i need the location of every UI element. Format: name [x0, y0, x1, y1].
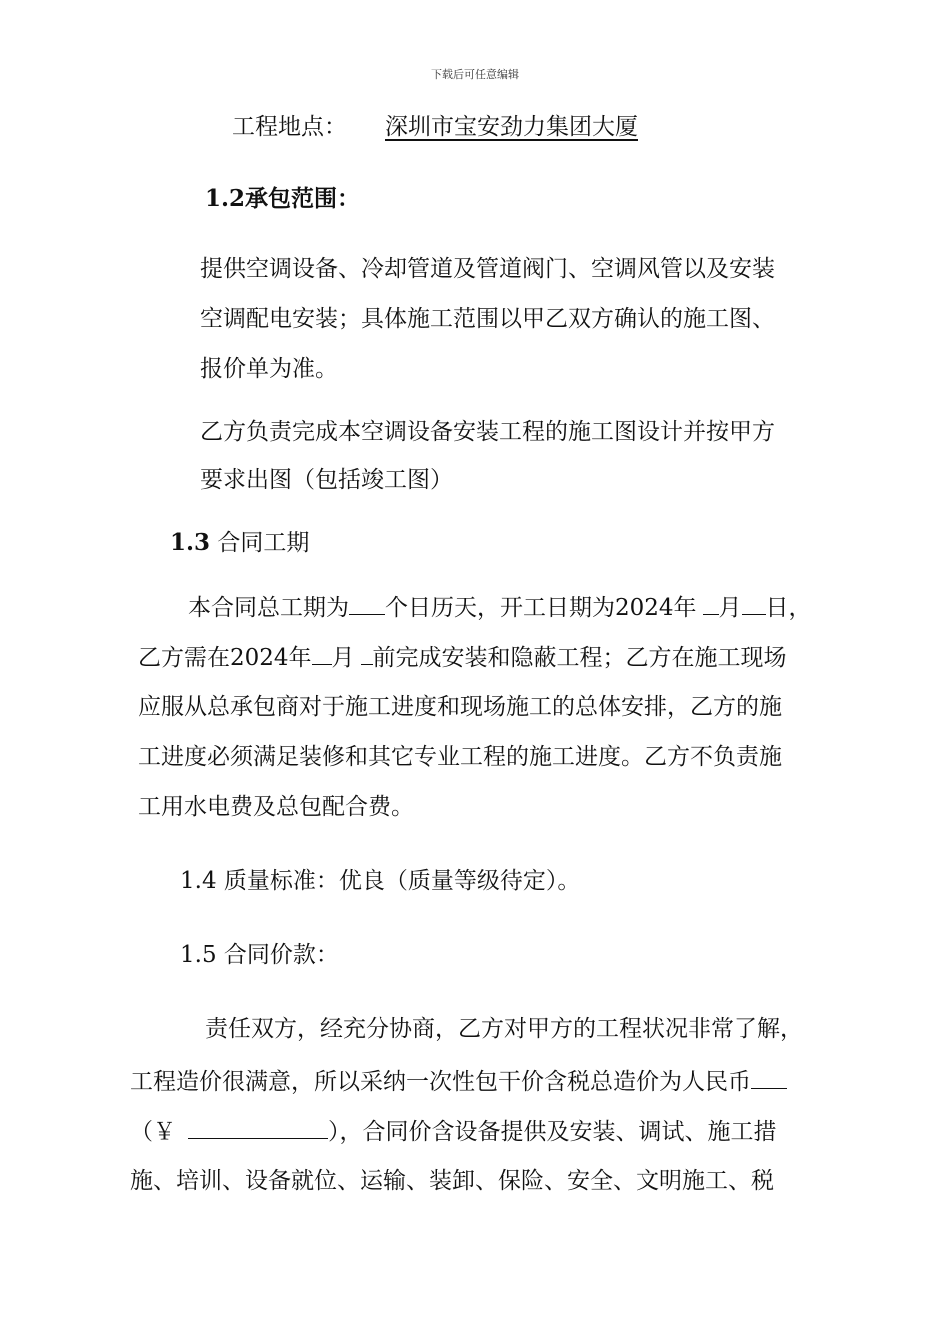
location-row [232, 112, 347, 142]
start-day-blank [742, 592, 766, 615]
price-line-4: 施、培训、设备就位、运输、装卸、保险、安全、文明施工、税 [130, 1168, 774, 1194]
price-text-b: （￥ [130, 1119, 176, 1145]
price-text-a: 工程造价很满意，所以采纳一次性包干价含税总造价为人民币 [130, 1069, 751, 1095]
design-line-1: 乙方负责完成本空调设备安装工程的施工图设计并按甲方 [200, 419, 775, 445]
finish-month-blank [312, 642, 332, 665]
price-text-c: ），合同价含设备提供及安装、调试、施工措 [328, 1119, 777, 1145]
price-line-2 [130, 1066, 787, 1097]
page-header-note: 下载后可任意编辑 [431, 68, 519, 81]
period-text-b: 个日历天，开工日期为2024年 [385, 595, 697, 621]
finish-day-blank [361, 642, 373, 665]
period-line-4: 工进度必须满足装修和其它专业工程的施工进度。乙方不负责施 [138, 744, 782, 770]
location-value-row [385, 112, 726, 142]
section-1-5-heading: 1.5 合同价款： [180, 942, 339, 968]
period-text-a: 本合同总工期为 [188, 595, 349, 621]
period-text-g: 前完成安装和隐蔽工程；乙方在施工现场 [372, 645, 787, 671]
location-value: 深圳市宝安劲力集团大厦 [385, 114, 638, 140]
design-line-2: 要求出图（包括竣工图） [200, 467, 453, 493]
scope-line-2: 空调配电安装；具体施工范围以甲乙双方确认的施工图、 [200, 306, 775, 332]
period-line-5: 工用水电费及总包配合费。 [138, 794, 414, 820]
section-1-4-quality: 1.4 质量标准：优良（质量等级待定）。 [180, 868, 581, 894]
period-text-f: 月 [331, 645, 355, 671]
price-line-3 [130, 1116, 777, 1147]
period-text-e: 乙方需在2024年 [138, 645, 312, 671]
section-1-3-heading [170, 528, 309, 558]
start-month-blank [703, 592, 719, 615]
period-days-blank [349, 592, 385, 615]
period-text-c: 月 [718, 595, 742, 621]
section-1-2-heading: 1.2承包范围： [205, 185, 361, 212]
location-label: 工程地点： [232, 114, 347, 140]
section-1-3-number: 1.3 [170, 529, 211, 556]
period-text-d: 日， [765, 595, 812, 621]
scope-line-3: 报价单为准。 [200, 356, 338, 382]
price-amount-blank [188, 1116, 328, 1139]
price-line-1: 责任双方，经充分协商，乙方对甲方的工程状况非常了解， [205, 1016, 803, 1042]
period-line-2 [138, 642, 787, 673]
section-1-3-title: 合同工期 [217, 530, 310, 556]
period-line-3: 应服从总承包商对于施工进度和现场施工的总体安排，乙方的施 [138, 694, 782, 720]
price-rmb-blank [751, 1066, 787, 1089]
period-line-1 [188, 592, 812, 623]
scope-line-1: 提供空调设备、冷却管道及管道阀门、空调风管以及安装 [200, 256, 775, 282]
